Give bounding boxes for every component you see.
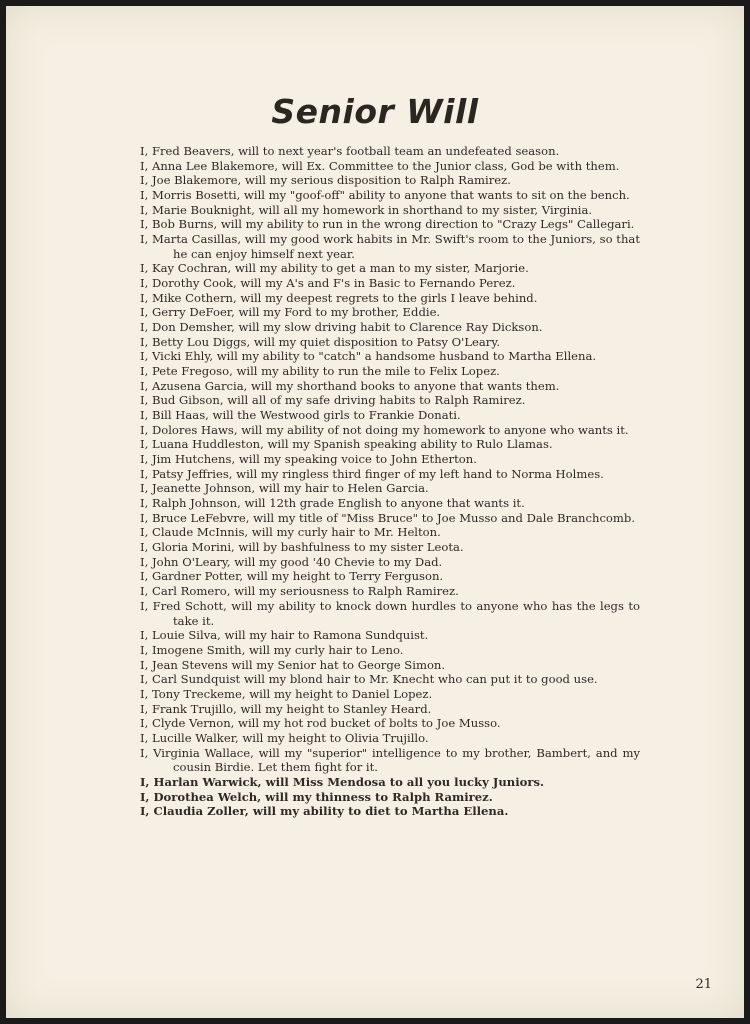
will-entry: I, Claudia Zoller, will my ability to diet to Martha Ellena.	[140, 804, 509, 819]
will-entry: I, Dolores Haws, will my ability of not doing my homework to anyone who wants it.	[140, 422, 629, 437]
will-entry: I, Harlan Warwick, will Miss Mendosa to all you lucky Juniors.	[140, 774, 545, 789]
will-entry: I, Betty Lou Diggs, will my quiet disposition to Patsy O'Leary.	[140, 334, 501, 349]
will-entry: I, Pete Fregoso, will my ability to run the mile to Felix Lopez.	[140, 364, 500, 379]
will-entry: I, Joe Blakemore, will my serious disposition to Ralph Ramirez.	[140, 173, 511, 188]
will-entry: I, Clyde Vernon, will my hot rod bucket of bolts to Joe Musso.	[140, 716, 501, 731]
will-entry: I, Bud Gibson, will all of my safe driving habits to Ralph Ramirez.	[140, 393, 526, 408]
will-entries-list	[140, 144, 640, 819]
will-entry: I, Dorothea Welch, will my thinness to Ralph Ramirez.	[140, 789, 493, 804]
will-entry: I, Louie Silva, will my hair to Ramona Sundquist.	[140, 628, 429, 643]
page-title: Senior Will	[271, 92, 479, 131]
will-entry: I, Ralph Johnson, will 12th grade English to anyone that wants it.	[140, 496, 525, 511]
will-entry: I, Claude McInnis, will my curly hair to Mr. Helton.	[140, 525, 441, 540]
will-entry: I, Imogene Smith, will my curly hair to Leno.	[140, 642, 404, 657]
will-entry: I, Mike Cothern, will my deepest regrets to the girls I leave behind.	[140, 290, 538, 305]
will-entry: I, Tony Treckeme, will my height to Daniel Lopez.	[140, 686, 433, 701]
will-entry: I, Vicki Ehly, will my ability to "catch" a handsome husband to Martha Ellena.	[140, 349, 597, 364]
will-entry: I, Virginia Wallace, will my "superior" intelligence to my brother, Bambert, and my cousin Birdie. Let them fight for it.	[140, 745, 640, 775]
will-entry: I, Jeanette Johnson, will my hair to Helen Garcia.	[140, 481, 429, 496]
page-number: 21	[695, 977, 712, 992]
will-entry: I, Bill Haas, will the Westwood girls to Frankie Donati.	[140, 408, 461, 423]
will-entry: I, Patsy Jeffries, will my ringless third finger of my left hand to Norma Holmes.	[140, 466, 604, 481]
will-entry: I, Fred Schott, will my ability to knock down hurdles to anyone who has the legs to take it.	[140, 598, 640, 628]
will-entry: I, Marie Bouknight, will all my homework in shorthand to my sister, Virginia.	[140, 202, 593, 217]
will-entry: I, Gloria Morini, will by bashfulness to my sister Leota.	[140, 540, 464, 555]
will-entry: I, Azusena Garcia, will my shorthand books to anyone that wants them.	[140, 378, 560, 393]
will-entry: I, Dorothy Cook, will my A's and F's in Basic to Fernando Perez.	[140, 276, 516, 291]
will-entry: I, Anna Lee Blakemore, will Ex. Committee to the Junior class, God be with them.	[140, 158, 620, 173]
will-entry: I, John O'Leary, will my good '40 Chevie to my Dad.	[140, 554, 443, 569]
will-entry: I, Lucille Walker, will my height to Olivia Trujillo.	[140, 730, 429, 745]
will-entry: I, Don Demsher, will my slow driving habit to Clarence Ray Dickson.	[140, 320, 543, 335]
will-entry: I, Frank Trujillo, will my height to Stanley Heard.	[140, 701, 432, 716]
will-entry: I, Fred Beavers, will to next year's football team an undefeated season.	[140, 144, 560, 158]
will-entry: I, Bruce LeFebvre, will my title of "Miss Bruce" to Joe Musso and Dale Branchcomb.	[140, 510, 636, 525]
will-entry: I, Kay Cochran, will my ability to get a man to my sister, Marjorie.	[140, 261, 529, 276]
yearbook-page	[6, 6, 744, 1018]
will-entry: I, Jean Stevens will my Senior hat to George Simon.	[140, 657, 446, 672]
will-entry: I, Gerry DeFoer, will my Ford to my brother, Eddie.	[140, 305, 441, 320]
will-entry: I, Gardner Potter, will my height to Terry Ferguson.	[140, 569, 444, 584]
will-entry: I, Carl Romero, will my seriousness to Ralph Ramirez.	[140, 584, 459, 599]
will-entry: I, Luana Huddleston, will my Spanish speaking ability to Rulo Llamas.	[140, 437, 553, 452]
will-entry: I, Morris Bosetti, will my "goof-off" ability to anyone that wants to sit on the bench.	[140, 188, 630, 203]
will-entry: I, Carl Sundquist will my blond hair to Mr. Knecht who can put it to good use.	[140, 672, 598, 687]
will-entry: I, Bob Burns, will my ability to run in the wrong direction to "Crazy Legs" Callegari.	[140, 217, 635, 232]
will-entry: I, Marta Casillas, will my good work habits in Mr. Swift's room to the Juniors, so that he can enjoy himself next year.	[140, 232, 640, 261]
will-entry: I, Jim Hutchens, will my speaking voice to John Etherton.	[140, 452, 477, 467]
